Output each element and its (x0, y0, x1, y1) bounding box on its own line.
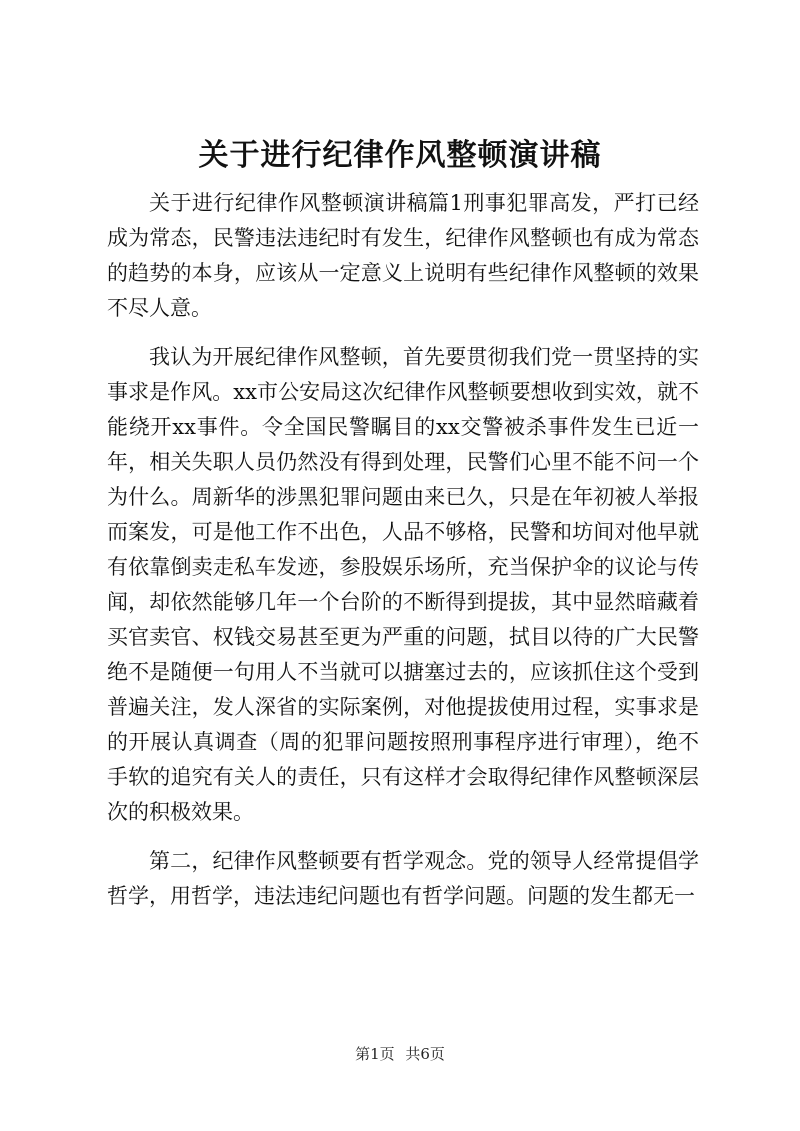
page-total: 共6页 (405, 1045, 445, 1063)
paragraph-3: 第二，纪律作风整顿要有哲学观念。党的领导人经常提倡学哲学，用哲学，违法违纪问题也有哲学问题。问题的发生都无一 (107, 849, 699, 908)
paragraph-2: 我认为开展纪律作风整顿，首先要贯彻我们党一贯坚持的实事求是作风。xx市公安局这次纪律作风整顿要想收到实效，就不能绕开xx事件。令全国民警瞩目的xx交警被杀事件发生已近一年，相关失职人员仍然没有得到处理，民警们心里不能不问一个为什么。周新华的涉黑犯罪问题由来已久，只是在年初被人举报而案发，可是他工作不出色，人品不够格，民警和坊间对他早就有依靠倒卖走私车发迹，参股娱乐场所，充当保护伞的议论与传闻，却依然能够几年一个台阶的不断得到提拔，其中显然暗藏着买官卖官、权钱交易甚至更为严重的问题，拭目以待的广大民警绝不是随便一句用人不当就可以搪塞过去的，应该抓住这个受到普遍关注，发人深省的实际案例，对他提拔使用过程，实事求是的开展认真调查（周的犯罪问题按照刑事程序进行审理），绝不手软的追究有关人的责任，只有这样才会取得纪律作风整顿深层次的积极效果。 (107, 345, 699, 824)
document-title: 关于进行纪律作风整顿演讲稿 (198, 138, 602, 173)
page-footer (0, 1044, 800, 1064)
paragraph-1: 关于进行纪律作风整顿演讲稿篇1刑事犯罪高发，严打已经成为常态，民警违法违纪时有发生，纪律作风整顿也有成为常态的趋势的本身，应该从一定意义上说明有些纪律作风整顿的效果不尽人意。 (107, 191, 699, 320)
document-body (107, 186, 699, 928)
page-number: 第1页 (355, 1045, 395, 1063)
